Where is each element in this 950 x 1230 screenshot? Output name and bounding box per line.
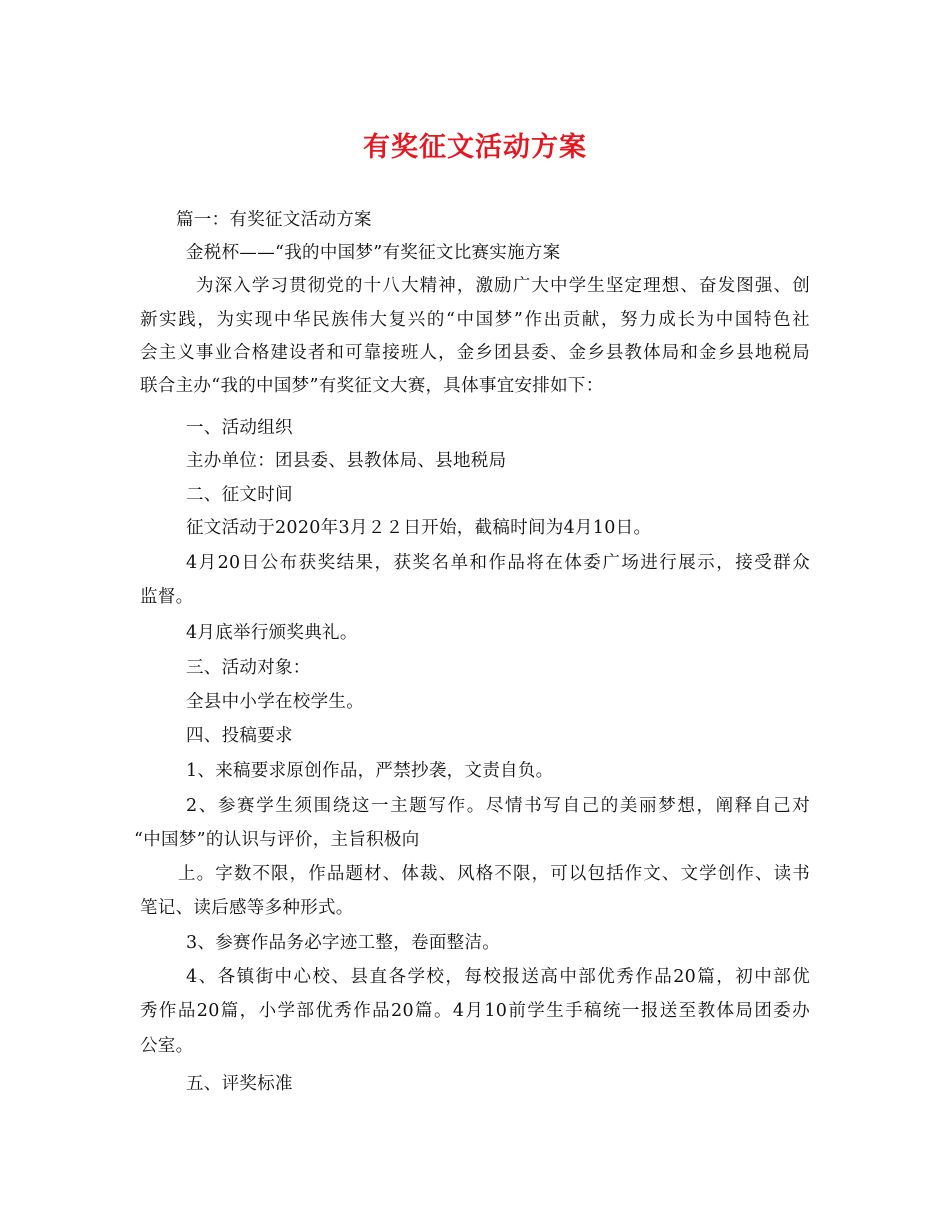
subtitle-line: 金税杯——“我的中国梦”有奖征文比赛实施方案 (186, 243, 561, 263)
section-heading: 四、投稿要求 (186, 726, 293, 746)
section-heading: 一、活动组织 (186, 418, 293, 438)
paragraph-line: 公室。 (140, 1036, 194, 1056)
paragraph-line: 为深入学习贯彻党的十八大精神，激励广大中学生坚定理想、奋发图强、创 (196, 276, 810, 296)
paragraph-line: 1、来稿要求原创作品，严禁抄袭，文责自负。 (186, 761, 554, 781)
section-heading: 三、活动对象： (186, 658, 311, 678)
paragraph-line: 秀作品20篇，小学部优秀作品20篇。4月10前学生手稿统一报送至教体局团委办 (140, 1001, 810, 1021)
paragraph-line: 4月底举行颁奖典礼。 (186, 623, 358, 643)
section-heading: 二、征文时间 (186, 485, 293, 505)
paragraph-line: 征文活动于2020年3月２２日开始，截稿时间为4月10日。 (186, 518, 652, 538)
paragraph-line: 笔记、读后感等多种形式。 (140, 898, 354, 918)
paragraph-line: 2、参赛学生须围绕这一主题写作。尽情书写自己的美丽梦想，阐释自己对 (186, 796, 810, 816)
section-heading: 五、评奖标准 (186, 1074, 293, 1094)
section-heading: 篇一：有奖征文活动方案 (176, 210, 372, 230)
paragraph-line: “中国梦”的认识与评价，主旨积极向 (134, 830, 420, 850)
paragraph-line: 全县中小学在校学生。 (186, 692, 364, 712)
paragraph-line: 监督。 (140, 587, 194, 607)
paragraph-line: 上。字数不限，作品题材、体裁、风格不限，可以包括作文、文学创作、读书 (178, 864, 810, 884)
paragraph-line: 3、参赛作品务必字迹工整，卷面整洁。 (186, 933, 501, 953)
paragraph-line: 主办单位：团县委、县教体局、县地税局 (186, 451, 507, 471)
paragraph-line: 联合主办“我的中国梦”有奖征文大赛，具体事宜安排如下： (140, 376, 604, 396)
paragraph-line: 会主义事业合格建设者和可靠接班人，金乡团县委、金乡县教体局和金乡县地税局 (140, 343, 810, 363)
paragraph-line: 新实践，为实现中华民族伟大复兴的“中国梦”作出贡献，努力成长为中国特色社 (140, 310, 810, 330)
document-title: 有奖征文活动方案 (363, 132, 587, 163)
paragraph-line: 4、各镇街中心校、县直各学校，每校报送高中部优秀作品20篇，初中部优 (186, 967, 810, 987)
paragraph-line: 4月20日公布获奖结果，获奖名单和作品将在体委广场进行展示，接受群众 (186, 553, 810, 573)
